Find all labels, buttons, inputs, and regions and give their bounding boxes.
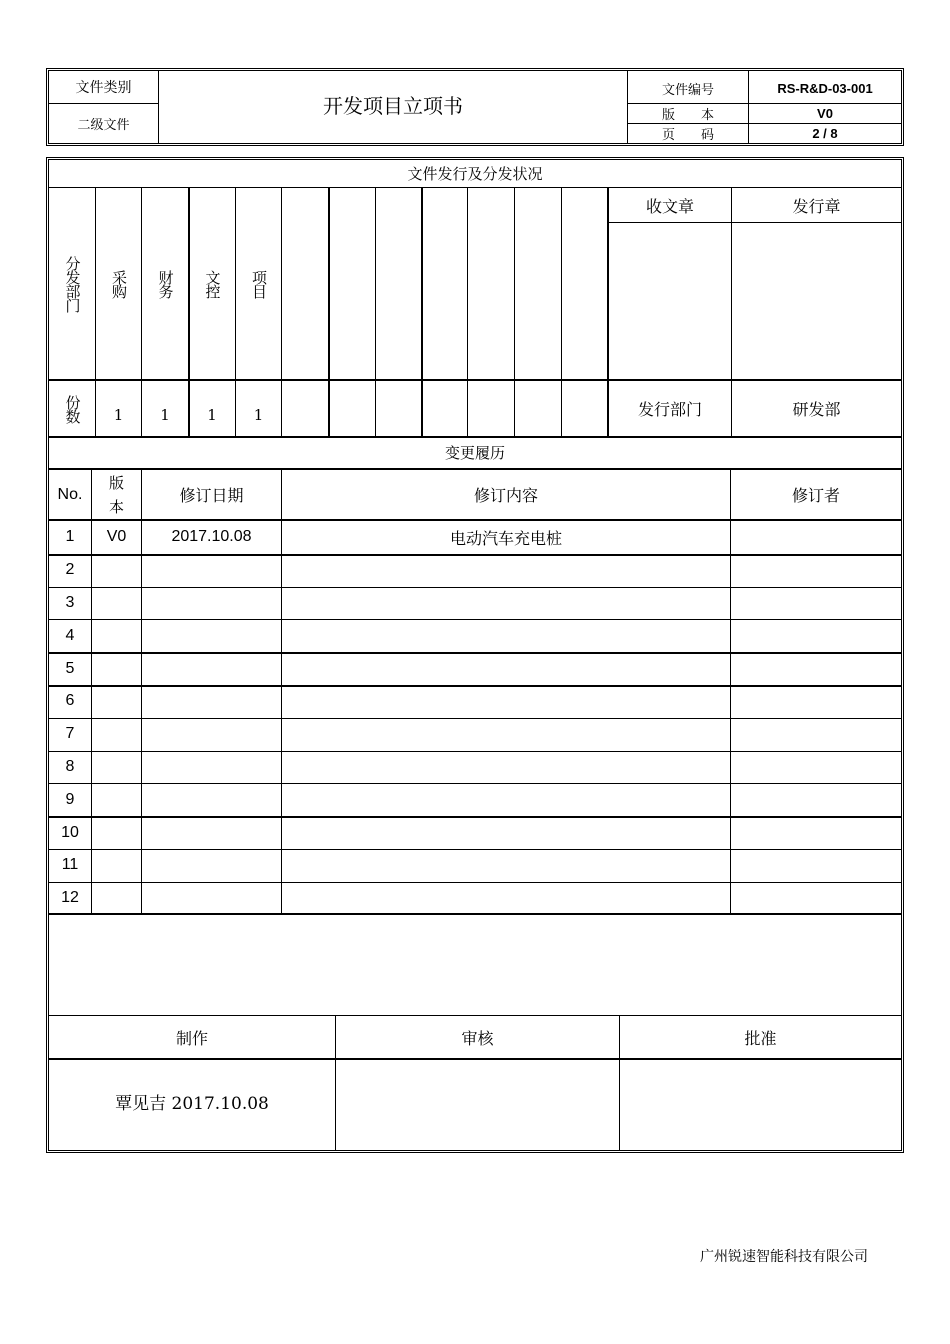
- history-cell-date: [142, 783, 281, 816]
- dept-cell: [422, 188, 467, 379]
- reviewed-by-label: 审核: [461, 1028, 494, 1048]
- history-cell-date: [142, 718, 281, 751]
- history-cell-version: [92, 685, 141, 718]
- history-cell-date: [142, 554, 281, 587]
- history-cell-version: [92, 652, 141, 685]
- history-cell-reviser: [731, 718, 901, 751]
- history-cell-content: [282, 587, 730, 620]
- history-cell-no: 3: [65, 593, 75, 611]
- history-cell-date: [142, 751, 281, 784]
- history-cell-no: 11: [61, 856, 79, 874]
- version-value: V0: [817, 106, 833, 121]
- history-cell-reviser: [731, 816, 901, 849]
- doc-no-value: RS-R&D-03-001: [777, 80, 873, 96]
- history-cell-reviser: [731, 685, 901, 718]
- dept-cell: [468, 188, 514, 379]
- made-by-value: 覃见吉 2017.10.08: [115, 1094, 269, 1114]
- version-label: 版 本: [661, 108, 714, 123]
- copies-cell: 1: [207, 405, 217, 424]
- history-cell-content: [282, 751, 730, 784]
- dept-label: 分发部门: [63, 255, 82, 312]
- history-cell-version: [92, 587, 141, 620]
- approved-by-label: 批准: [744, 1028, 777, 1048]
- category-label: 文件类别: [75, 80, 132, 96]
- history-cell-date: 2017.10.08: [171, 528, 252, 546]
- copies-cell: [329, 381, 375, 436]
- history-title: 变更履历: [444, 444, 505, 462]
- page-title: 开发项目立项书: [323, 93, 463, 118]
- issuing-dept-label: 发行部门: [637, 400, 702, 419]
- history-cell-reviser: [731, 587, 901, 620]
- document-header: [46, 68, 904, 146]
- dept-cell: [515, 188, 561, 379]
- col-no-header: No.: [57, 485, 83, 503]
- dept-cell: [376, 188, 421, 379]
- dept-cell: [562, 188, 607, 379]
- company-name: 广州锐速智能科技有限公司: [700, 1249, 868, 1265]
- history-cell-date: [142, 587, 281, 620]
- history-cell-date: [142, 849, 281, 882]
- history-cell-version: [92, 783, 141, 816]
- receive-stamp-label: 收文章: [645, 196, 694, 216]
- history-cell-content: 电动汽车充电桩: [449, 528, 562, 548]
- history-cell-no: 12: [61, 889, 79, 907]
- category-value: 二级文件: [77, 118, 130, 133]
- distribution-form: [46, 157, 904, 1153]
- history-cell-version: [92, 619, 141, 652]
- history-cell-no: 8: [65, 757, 75, 775]
- copies-cell: [468, 381, 514, 436]
- history-cell-no: 2: [65, 561, 75, 579]
- copies-label: 份数: [63, 394, 82, 423]
- history-cell-content: [282, 783, 730, 816]
- page-value: 2 / 8: [812, 125, 838, 141]
- history-cell-version: [92, 554, 141, 587]
- history-cell-date: [142, 619, 281, 652]
- history-cell-date: [142, 685, 281, 718]
- history-cell-no: 7: [65, 725, 75, 743]
- dept-cell: [329, 188, 375, 379]
- copies-cell: [282, 381, 328, 436]
- history-cell-version: V0: [106, 528, 127, 546]
- col-date-header: 修订日期: [179, 486, 244, 505]
- history-cell-no: 9: [65, 790, 75, 808]
- dept-cell: 文控: [203, 269, 222, 298]
- col-reviser-header: 修订者: [791, 486, 840, 505]
- copies-cell: [515, 381, 561, 436]
- dept-cell: 财务: [156, 269, 175, 298]
- history-cell-date: [142, 652, 281, 685]
- made-by-label: 制作: [175, 1028, 208, 1048]
- history-cell-content: [282, 619, 730, 652]
- history-cell-reviser: [731, 619, 901, 652]
- issue-stamp-label: 发行章: [792, 196, 841, 216]
- history-cell-reviser: [731, 849, 901, 882]
- history-cell-version: [92, 882, 141, 915]
- page-label: 页 码: [661, 127, 714, 143]
- history-cell-no: 1: [65, 528, 75, 546]
- history-cell-date: [142, 816, 281, 849]
- approved-by-value: [620, 1060, 901, 1147]
- copies-cell: [422, 381, 467, 436]
- history-cell-content: [282, 718, 730, 751]
- copies-cell: [562, 381, 607, 436]
- dept-cell: 项目: [250, 269, 268, 298]
- history-cell-version: [92, 718, 141, 751]
- history-cell-content: [282, 685, 730, 718]
- history-cell-reviser: [731, 783, 901, 816]
- history-cell-no: 10: [61, 823, 79, 841]
- history-cell-reviser: [731, 882, 901, 915]
- history-cell-no: 6: [65, 692, 75, 710]
- history-cell-no: 5: [65, 659, 75, 677]
- reviewed-by-value: [336, 1060, 619, 1147]
- history-cell-reviser: [731, 554, 901, 587]
- distribution-title: 文件发行及分发状况: [407, 165, 543, 183]
- history-cell-content: [282, 652, 730, 685]
- history-cell-content: [282, 882, 730, 915]
- dept-cell: 采购: [110, 269, 128, 298]
- col-version-header: 版本: [108, 473, 124, 516]
- doc-no-label: 文件编号: [661, 82, 714, 98]
- history-cell-reviser: [731, 521, 901, 554]
- dept-cell: [282, 188, 328, 379]
- copies-cell: 1: [160, 405, 170, 424]
- history-cell-content: [282, 849, 730, 882]
- copies-cell: 1: [253, 405, 264, 424]
- history-cell-version: [92, 751, 141, 784]
- history-cell-date: [142, 882, 281, 915]
- copies-cell: [376, 381, 421, 436]
- copies-cell: 1: [113, 405, 124, 424]
- history-cell-no: 4: [65, 626, 75, 644]
- history-cell-reviser: [731, 751, 901, 784]
- history-cell-content: [282, 816, 730, 849]
- issuing-dept-value: 研发部: [792, 400, 841, 419]
- col-content-header: 修订内容: [473, 486, 538, 505]
- history-cell-content: [282, 554, 730, 587]
- history-cell-version: [92, 849, 141, 882]
- history-cell-reviser: [731, 652, 901, 685]
- history-cell-version: [92, 816, 141, 849]
